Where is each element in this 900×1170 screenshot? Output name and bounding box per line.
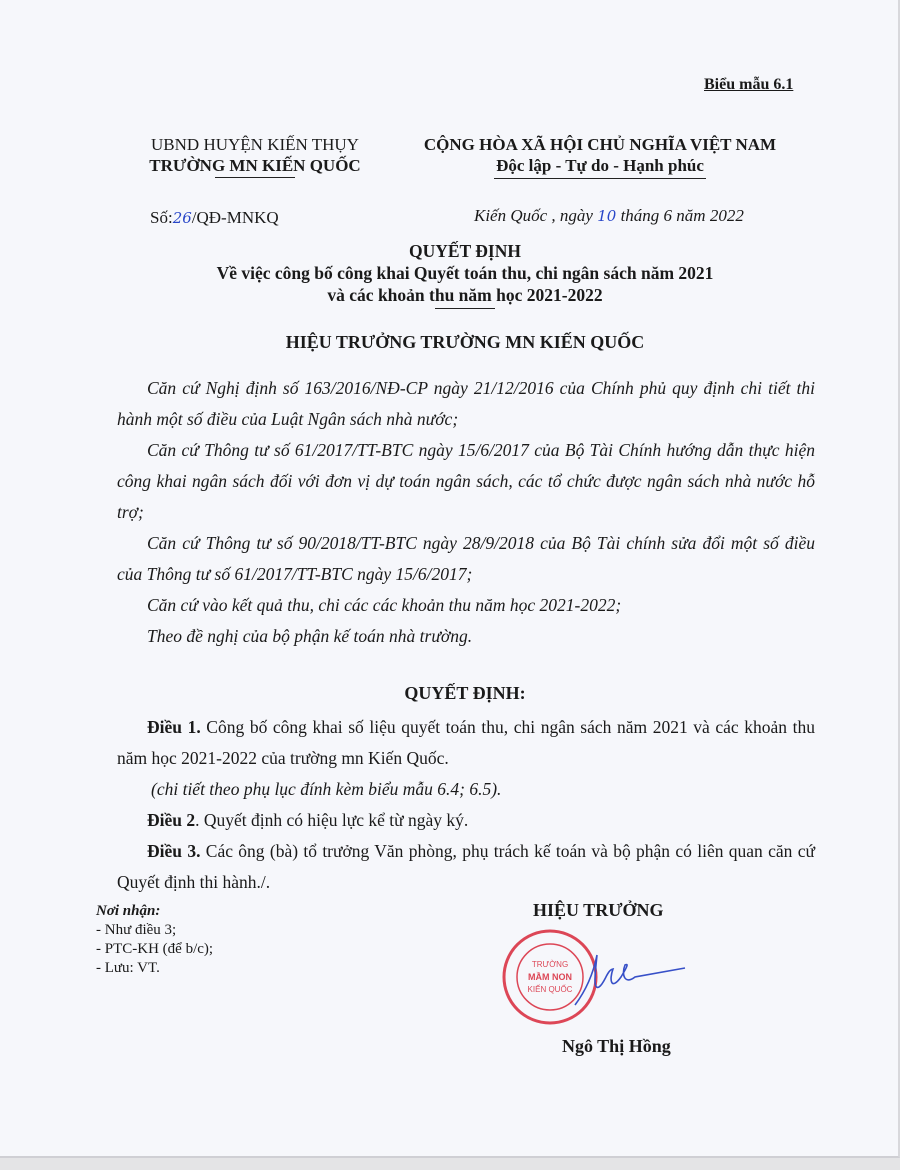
article-1-note: (chi tiết theo phụ lục đính kèm biểu mẫu 6.4; 6.5). [151, 779, 502, 799]
basis-item: Căn cứ Nghị định số 163/2016/NĐ-CP ngày 21/12/2016 của Chính phủ quy định chi tiết thi hành một số điều của Luật Ngân sách nhà nước; [117, 378, 815, 429]
issuing-body-line2: TRƯỜNG MN KIẾN QUỐC [149, 156, 361, 175]
doc-subtitle-line2: và các khoản thu năm học 2021-2022 [327, 285, 603, 305]
article-2: Điều 2. Quyết định có hiệu lực kể từ ngày ký. [147, 810, 469, 830]
decision-heading: QUYẾT ĐỊNH: [404, 683, 526, 703]
divider [435, 308, 495, 309]
handwritten-number: 26 [172, 209, 192, 227]
title-block [100, 240, 830, 309]
svg-text:MẦM NON: MẦM NON [528, 972, 572, 982]
stamp-icon [504, 931, 596, 1023]
handwritten-day: 10 [597, 207, 617, 225]
recipients-title: Nơi nhận: [96, 903, 161, 919]
doc-title: QUYẾT ĐỊNH [409, 241, 521, 261]
divider [494, 178, 706, 179]
basis-item: Căn cứ Thông tư số 61/2017/TT-BTC ngày 15/6/2017 của Bộ Tài Chính hướng dẫn thực hiện công khai ngân sách đối với đơn vị dự toán ngân sách, các tổ chức được ngân sách nhà nước hỗ trợ; [117, 440, 815, 522]
legal-bases [117, 373, 815, 652]
doc-number: Số:26/QĐ-MNKQ [150, 208, 279, 227]
stamp-and-signature [495, 925, 695, 1035]
recipients [96, 902, 213, 978]
national-motto: Độc lập - Tự do - Hạnh phúc [496, 156, 704, 175]
recipient-item: - PTC-KH (để b/c); [96, 941, 214, 957]
svg-text:KIẾN QUỐC: KIẾN QUỐC [527, 985, 573, 994]
articles [117, 712, 815, 898]
issuing-body [120, 134, 390, 178]
issuing-body-line1: UBND HUYỆN KIẾN THỤY [151, 135, 359, 154]
doc-date: Kiến Quốc , ngày 10 tháng 6 năm 2022 [474, 206, 744, 225]
national-header [400, 134, 800, 179]
basis-item: Theo đề nghị của bộ phận kế toán nhà trường. [147, 626, 473, 646]
article-3: Điều 3. Các ông (bà) tổ trưởng Văn phòng, phụ trách kế toán và bộ phận có liên quan căn cứ Quyết định thi hành./. [117, 841, 815, 892]
signer-title: HIỆU TRƯỞNG [533, 900, 664, 920]
authority: HIỆU TRƯỞNG TRƯỜNG MN KIẾN QUỐC [285, 332, 645, 352]
recipient-item: - Như điều 3; [96, 922, 177, 938]
recipient-item: - Lưu: VT. [96, 960, 160, 976]
doc-subtitle-line1: Về việc công bố công khai Quyết toán thu, chi ngân sách năm 2021 [216, 263, 714, 283]
divider [215, 177, 295, 178]
basis-item: Căn cứ vào kết quả thu, chi các các khoản thu năm học 2021-2022; [147, 595, 622, 615]
national-title: CỘNG HÒA XÃ HỘI CHỦ NGHĨA VIỆT NAM [423, 135, 777, 154]
svg-text:TRƯỜNG: TRƯỜNG [531, 960, 569, 969]
signer-name: Ngô Thị Hồng [562, 1036, 671, 1056]
form-code: Biểu mẫu 6.1 [704, 76, 794, 93]
basis-item: Căn cứ Thông tư số 90/2018/TT-BTC ngày 28/9/2018 của Bộ Tài chính sửa đổi một số điều của Thông tư số 61/2017/TT-BTC ngày 15/6/2017; [117, 533, 815, 584]
article-1: Điều 1. Công bố công khai số liệu quyết toán thu, chi ngân sách năm 2021 và các khoản thu năm học 2021-2022 của trường mn Kiến Quốc. [117, 717, 816, 768]
